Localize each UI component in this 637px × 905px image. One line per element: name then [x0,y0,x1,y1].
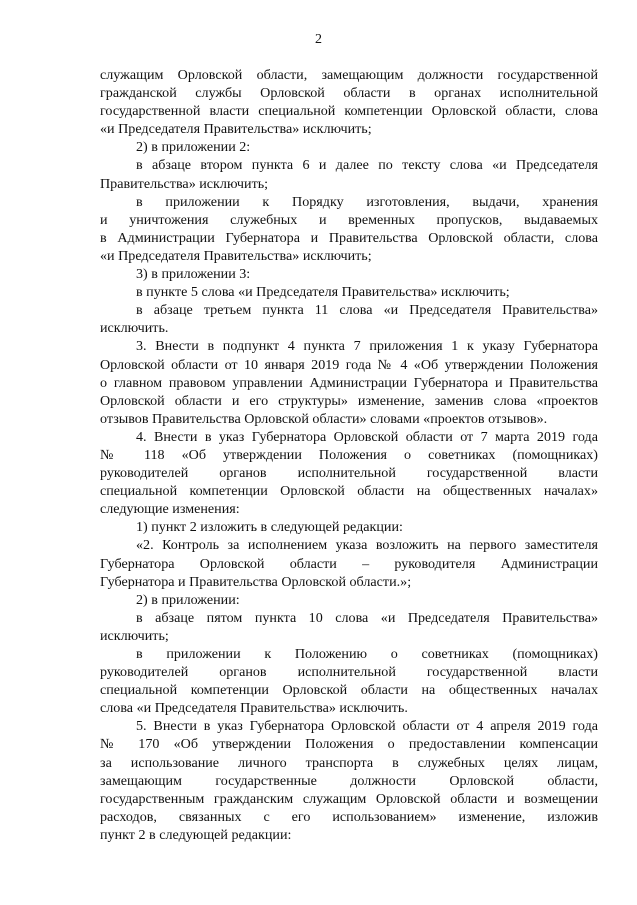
text-line: руководителей органов исполнительной государственной власти [100,465,598,482]
text-line: специальной компетенции Орловской области на общественных началах [100,682,598,699]
text-line: «2. Контроль за исполнением указа возложить на первого заместителя [136,537,598,554]
text-line: за использование личного транспорта в служебных целях лицам, [100,754,598,771]
text-line: в приложении к Положению о советниках (помощниках) [136,646,598,662]
text-line: № 118 «Об утверждении Положения о советниках (помощниках) [100,446,598,463]
text-line: 3) в приложении 3: [136,266,251,283]
text-line: в абзаце третьем пункта 11 слова «и Председателя Правительства» [136,302,598,319]
text-line: и уничтожения служебных и временных пропусков, выдаваемых [100,211,598,228]
text-line: в Администрации Губернатора и Правительства Орловской области, слова [100,229,598,246]
text-line: 4. Внести в указ Губернатора Орловской области от 7 марта 2019 года [136,428,598,445]
text-line: о главном правовом управлении Администрации Губернатора и Правительства [100,374,598,391]
text-line: «и Председателя Правительства» исключить; [100,247,372,264]
text-line: отзывов Правительства Орловской области» словами «проектов отзывов». [100,410,548,427]
text-line: Орловской области и его структуры» изменение, заменив слова «проектов [100,392,598,409]
text-line: 2) в приложении 2: [136,139,251,156]
text-line: 1) пункт 2 изложить в следующей редакции: [136,519,403,536]
text-line: 5. Внести в указ Губернатора Орловской области от 4 апреля 2019 года [136,718,598,735]
text-line: в приложении к Порядку изготовления, выдачи, хранения [136,193,598,210]
text-line: «и Председателя Правительства» исключить; [100,121,372,138]
text-line: следующие изменения: [100,501,240,518]
text-line: Орловской области от 10 января 2019 года № 4 «Об утверждении Положения [100,356,598,373]
text-line: государственной власти специальной компетенции Орловской области, слова [100,103,598,120]
text-line: в пункте 5 слова «и Председателя Правительства» исключить; [136,284,510,301]
text-line: государственным гражданским служащим Орловской области и возмещении [100,790,598,807]
text-line: № 170 «Об утверждении Положения о предоставлении компенсации [100,736,598,753]
document-body [100,66,598,844]
text-line: расходов, связанных с его использованием» изменение, изложив [100,808,598,825]
text-line: пункт 2 в следующей редакции: [100,826,292,843]
text-line: Правительства» исключить; [100,175,269,192]
text-line: замещающим государственные должности Орловской области, [100,772,598,789]
text-line: исключить; [100,627,169,644]
text-line: в абзаце пятом пункта 10 слова «и Председателя Правительства» [136,609,598,626]
text-line: 3. Внести в подпункт 4 пункта 7 приложения 1 к указу Губернатора [136,338,598,355]
text-line: специальной компетенции Орловской области на общественных началах» [100,483,598,500]
text-line: руководителей органов исполнительной государственной власти [100,664,598,681]
text-line: служащим Орловской области, замещающим должности государственной [100,67,598,83]
text-line: гражданской службы Орловской области в органах исполнительной [100,85,598,102]
text-line: 2) в приложении: [136,591,240,608]
text-line: исключить. [100,320,169,337]
text-line: слова «и Председателя Правительства» исключить. [100,700,408,717]
page-number: 2 [315,32,322,47]
text-line: в абзаце втором пункта 6 и далее по тексту слова «и Председателя [136,157,598,174]
text-line: Губернатора Орловской области – руководителя Администрации [100,555,598,572]
text-line: Губернатора и Правительства Орловской области.»; [100,573,412,590]
